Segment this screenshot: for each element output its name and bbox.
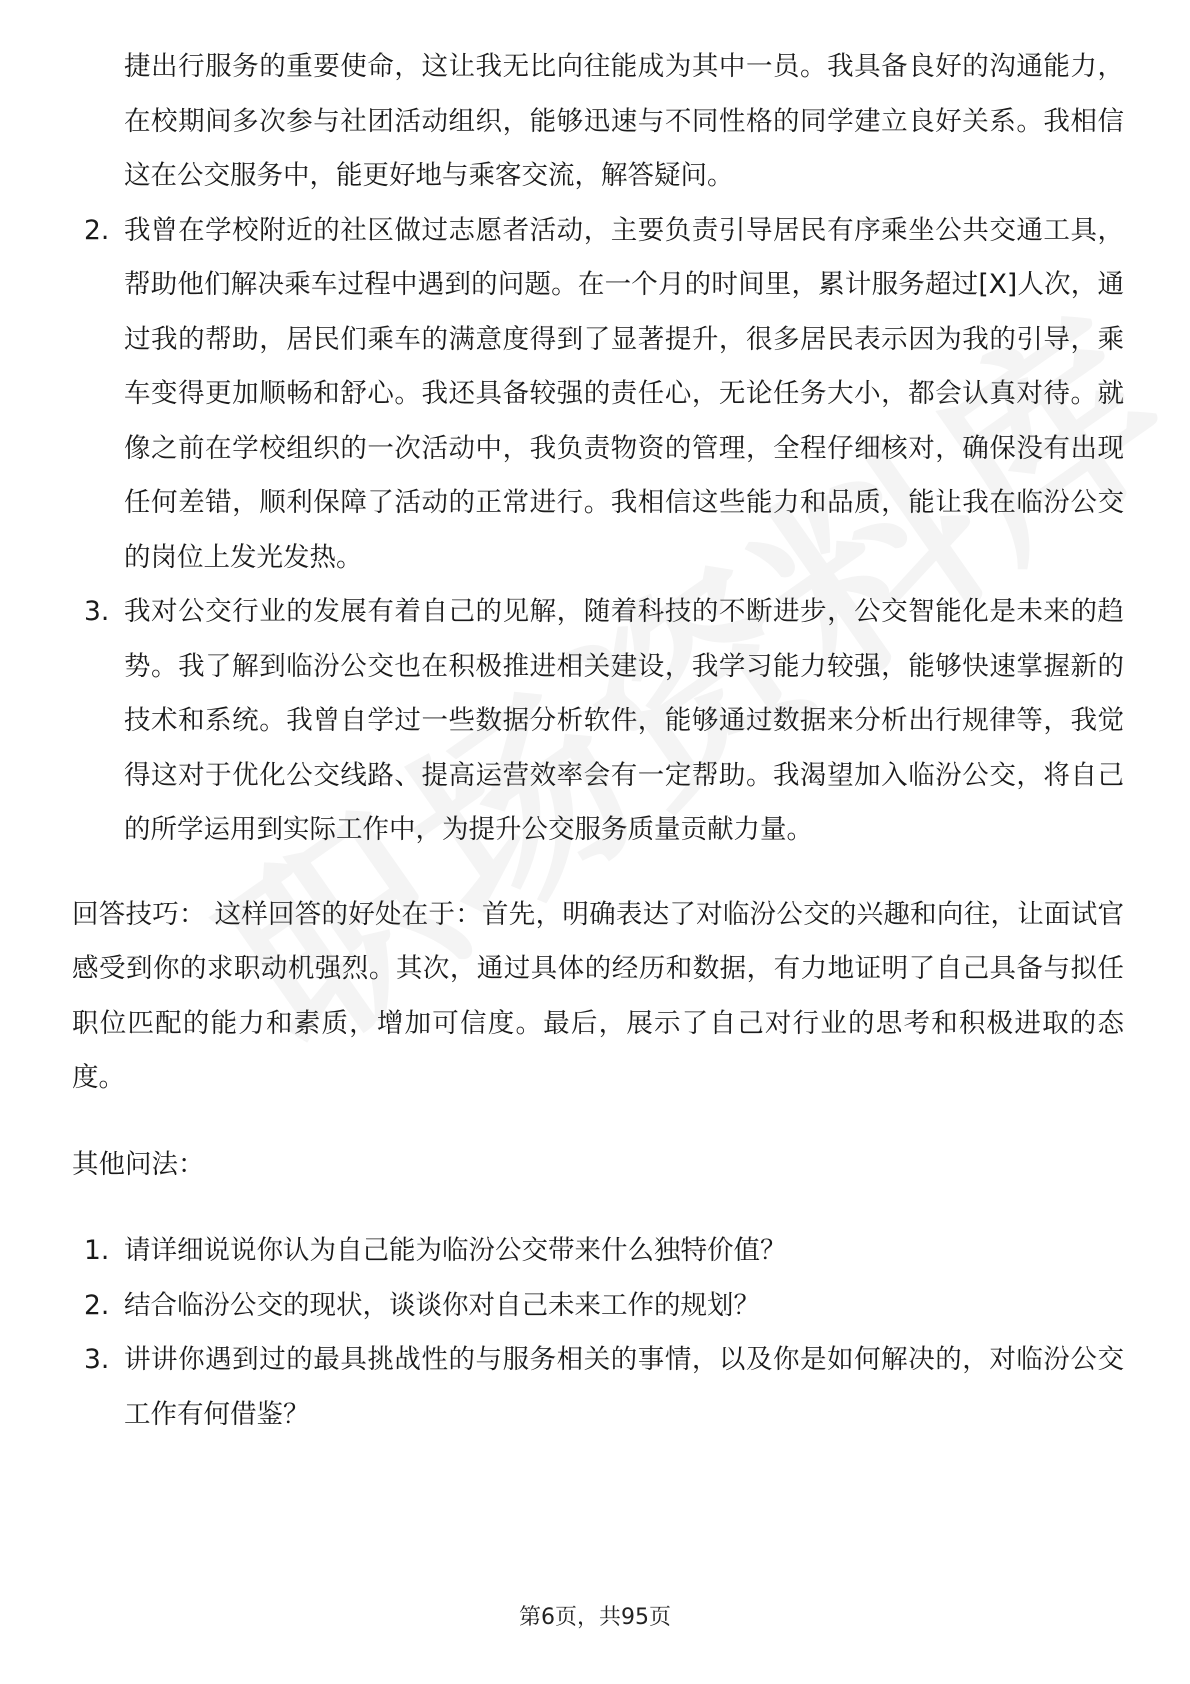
answer-item <box>72 585 1124 858</box>
other-questions-list <box>72 1224 1124 1442</box>
answer-item-continued <box>72 40 1124 204</box>
list-number: 2. <box>84 214 110 246</box>
other-question-text: 讲讲你遇到过的最具挑战性的与服务相关的事情，以及你是如何解决的，对临汾公交工作有何借鉴？ <box>124 1344 1124 1430</box>
answer-item-text: 我对公交行业的发展有着自己的见解，随着科技的不断进步，公交智能化是未来的趋势。我了解到临汾公交也在积极推进相关建设，我学习能力较强，能够快速掌握新的技术和系统。我曾自学过一些数据分析软件，能够通过数据来分析出行规律等，我觉得这对于优化公交线路、提高运营效率会有一定帮助。我渴望加入临汾公交，将自己的所学运用到实际工作中，为提升公交服务质量贡献力量。 <box>124 596 1124 845</box>
other-question-item <box>72 1224 1124 1279</box>
answer-item <box>72 204 1124 586</box>
list-number: 2. <box>84 1289 110 1321</box>
answer-item-text: 捷出行服务的重要使命，这让我无比向往能成为其中一员。我具备良好的沟通能力，在校期间多次参与社团活动组织，能够迅速与不同性格的同学建立良好关系。我相信这在公交服务中，能更好地与乘客交流，解答疑问。 <box>124 51 1124 191</box>
list-number: 3. <box>84 596 110 627</box>
list-number: 1. <box>84 1235 110 1266</box>
answer-list <box>72 40 1124 858</box>
answer-item-text: 我曾在学校附近的社区做过志愿者活动，主要负责引导居民有序乘坐公共交通工具，帮助他们解决乘车过程中遇到的问题。在一个月的时间里，累计服务超过[X]人次，通过我的帮助，居民们乘车的满意度得到了显著提升，很多居民表示因为我的引导，乘车变得更加顺畅和舒心。我还具备较强的责任心，无论任务大小，都会认真对待。就像之前在学校组织的一次活动中，我负责物资的管理，全程仔细核对，确保没有出现任何差错，顺利保障了活动的正常进行。我相信这些能力和品质，能让我在临汾公交的岗位上发光发热。 <box>124 214 1124 573</box>
document-content <box>72 40 1124 1442</box>
other-question-item <box>72 1279 1124 1334</box>
other-questions-heading: 其他问法： <box>72 1148 205 1180</box>
answer-tips: 回答技巧： 这样回答的好处在于：首先，明确表达了对临汾公交的兴趣和向往，让面试官感受到你的求职动机强烈。其次，通过具体的经历和数据，有力地证明了自己具备与拟任职位匹配的能力和素质，增加可信度。最后，展示了自己对行业的思考和积极进取的态度。 <box>72 898 1124 1093</box>
other-question-item <box>72 1333 1124 1442</box>
page-footer: 第6页，共95页 <box>519 1605 671 1630</box>
other-question-text: 结合临汾公交的现状，谈谈你对自己未来工作的规划？ <box>124 1289 760 1321</box>
other-question-text: 请详细说说你认为自己能为临汾公交带来什么独特价值？ <box>124 1235 787 1266</box>
list-number: 3. <box>84 1344 110 1375</box>
